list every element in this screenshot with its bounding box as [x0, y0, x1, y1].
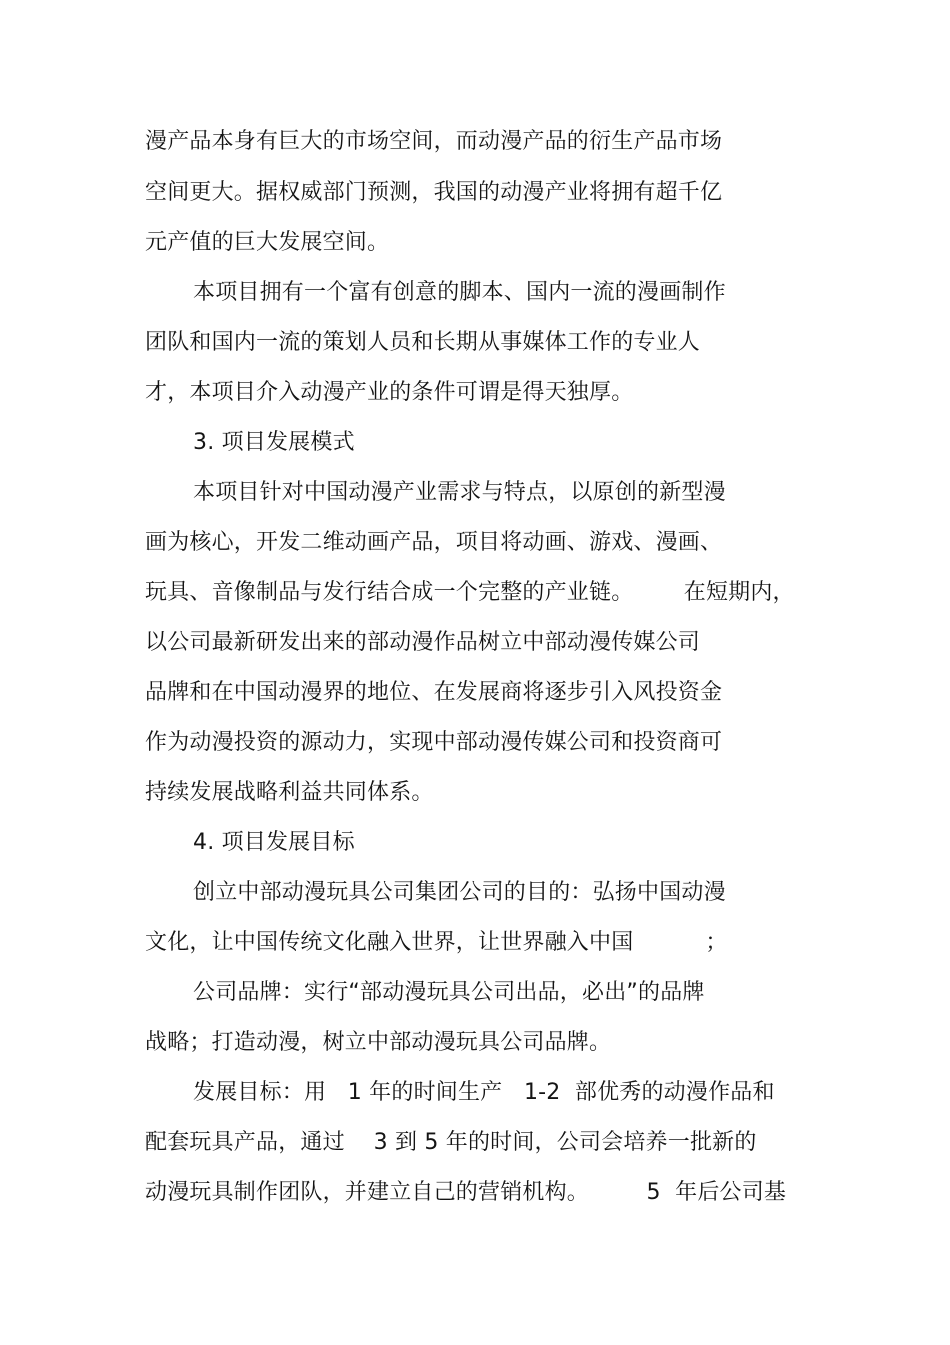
- paragraph-line: 元产值的巨大发展空间。: [145, 230, 390, 255]
- paragraph-line: 发展目标：用 1 年的时间生产 1-2 部优秀的动漫作品和: [193, 1080, 775, 1105]
- paragraph-line: 本项目针对中国动漫产业需求与特点，以原创的新型漫: [193, 480, 726, 505]
- paragraph-line: 以公司最新研发出来的部动漫作品树立中部动漫传媒公司: [145, 630, 701, 655]
- paragraph-line: 公司品牌：实行“部动漫玩具公司出品，必出”的品牌: [193, 980, 705, 1005]
- section-heading: 3. 项目发展模式: [193, 430, 355, 455]
- paragraph-line: 画为核心，开发二维动画产品，项目将动画、游戏、漫画、: [145, 530, 723, 555]
- paragraph-line: 才，本项目介入动漫产业的条件可谓是得天独厚。: [145, 380, 634, 405]
- paragraph-line: 玩具、音像制品与发行结合成一个完整的产业链。 在短期内，: [145, 580, 795, 605]
- paragraph-line: 持续发展战略利益共同体系。: [145, 780, 434, 805]
- paragraph-line: 漫产品本身有巨大的市场空间，而动漫产品的衍生产品市场: [145, 129, 723, 154]
- paragraph-line: 品牌和在中国动漫界的地位、在发展商将逐步引入风投资金: [145, 680, 723, 705]
- paragraph-line: 创立中部动漫玩具公司集团公司的目的：弘扬中国动漫: [193, 880, 726, 905]
- paragraph-line: 动漫玩具制作团队，并建立自己的营销机构。 5 年后公司基: [145, 1180, 787, 1205]
- paragraph-line: 空间更大。据权威部门预测，我国的动漫产业将拥有超千亿: [145, 180, 723, 205]
- paragraph-line: 本项目拥有一个富有创意的脚本、国内一流的漫画制作: [193, 280, 726, 305]
- section-heading: 4. 项目发展目标: [193, 830, 355, 855]
- paragraph-line: 配套玩具产品，通过 3 到 5 年的时间，公司会培养一批新的: [145, 1130, 757, 1155]
- paragraph-line: 团队和国内一流的策划人员和长期从事媒体工作的专业人: [145, 330, 701, 355]
- paragraph-line: 战略；打造动漫，树立中部动漫玩具公司品牌。: [145, 1030, 612, 1055]
- paragraph-line: 文化，让中国传统文化融入世界，让世界融入中国 ；: [145, 930, 728, 955]
- paragraph-line: 作为动漫投资的源动力，实现中部动漫传媒公司和投资商可: [145, 730, 723, 755]
